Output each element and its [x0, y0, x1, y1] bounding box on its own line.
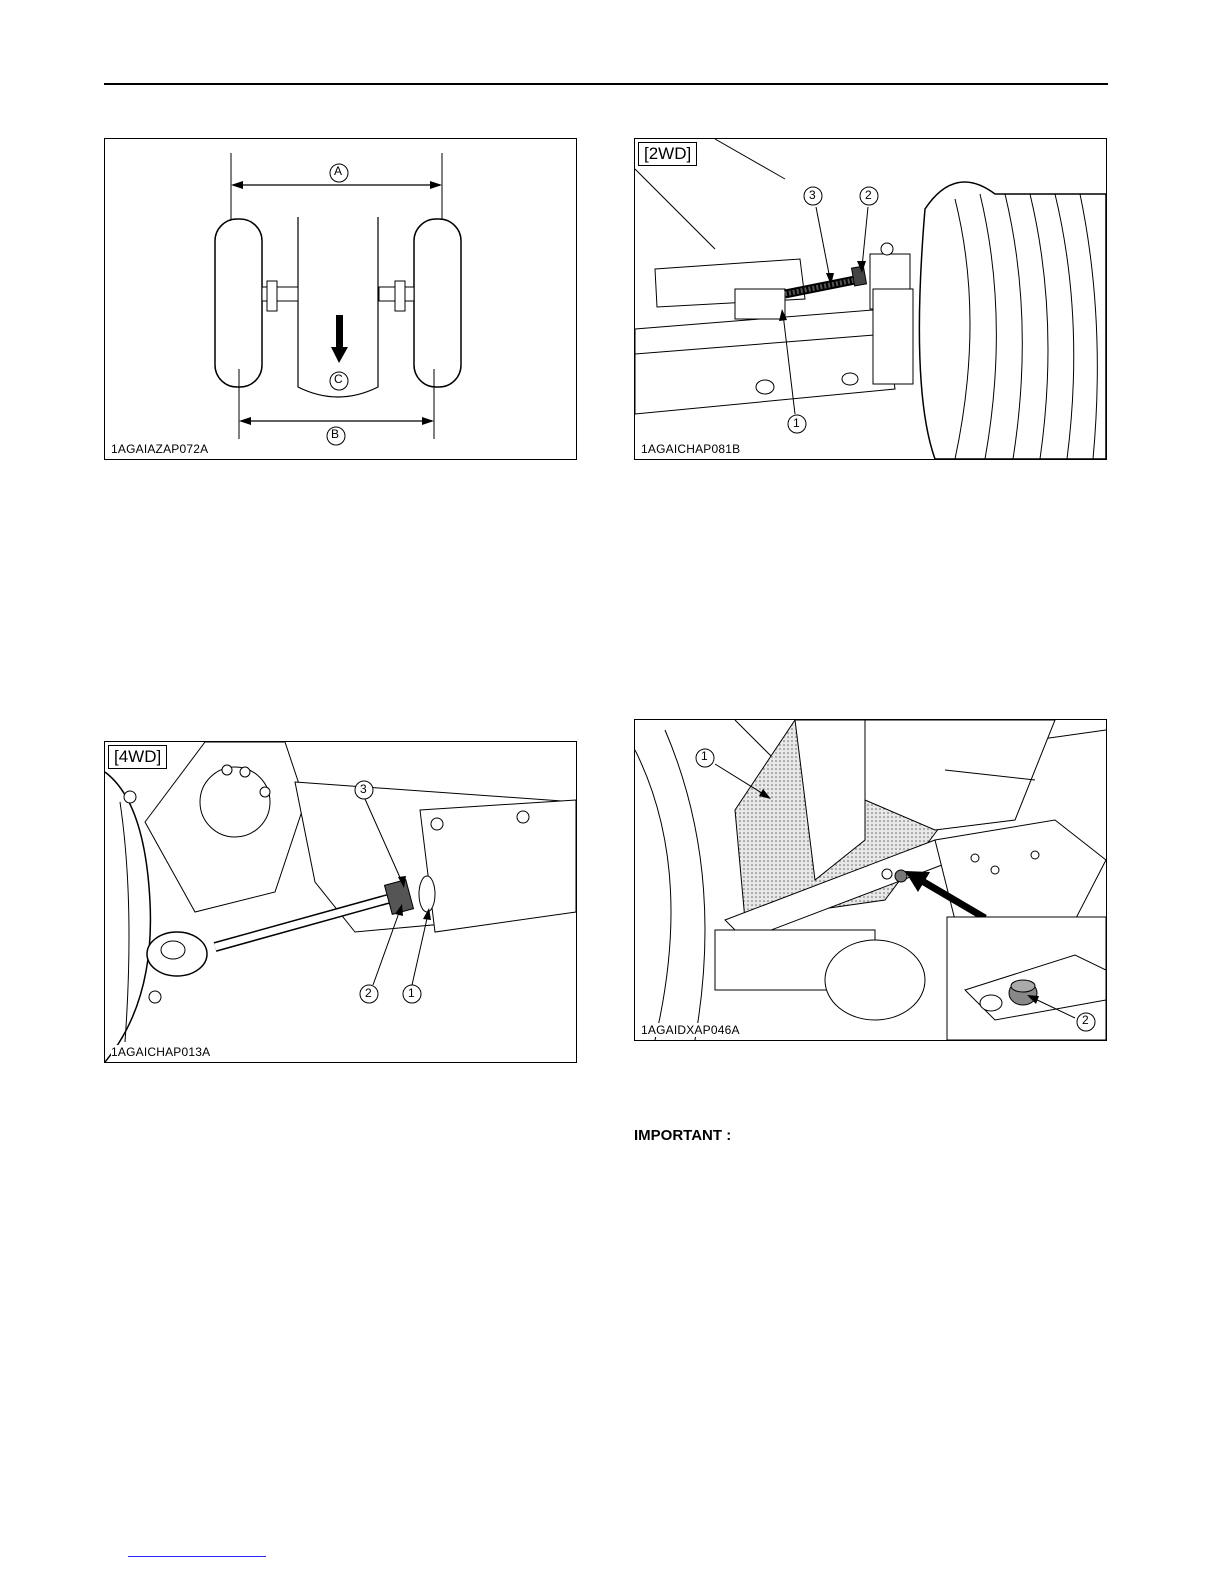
figure-2wd-tie-rod — [634, 138, 1107, 460]
figure-toe-in — [104, 138, 577, 460]
toe-in-drawing — [105, 139, 576, 459]
label-3: 3 — [809, 188, 816, 202]
label-2: 2 — [1082, 1013, 1089, 1027]
2wd-tie-rod-drawing — [635, 139, 1106, 459]
label-b: B — [331, 427, 340, 441]
figure-tag: [2WD] — [638, 142, 697, 166]
figure-drain-plug — [634, 719, 1107, 1041]
drain-plug-drawing — [635, 720, 1106, 1040]
label-2: 2 — [365, 986, 372, 1000]
label-2: 2 — [865, 188, 872, 202]
important-heading: IMPORTANT : — [634, 1127, 732, 1144]
figure-tag: [4WD] — [108, 745, 167, 769]
label-1: 1 — [701, 749, 708, 763]
label-3: 3 — [360, 782, 367, 796]
figure-id: 1AGAICHAP081B — [641, 442, 743, 456]
figure-4wd-tie-rod — [104, 741, 577, 1063]
label-a: A — [334, 164, 343, 178]
top-rule — [104, 83, 1108, 85]
bottom-rule — [128, 1556, 266, 1557]
4wd-tie-rod-drawing — [105, 742, 576, 1062]
figure-id: 1AGAIAZAP072A — [111, 442, 211, 456]
figure-id: 1AGAIDXAP046A — [641, 1023, 743, 1037]
label-1: 1 — [408, 986, 415, 1000]
label-c: C — [334, 372, 343, 386]
label-1: 1 — [793, 416, 800, 430]
figure-id: 1AGAICHAP013A — [111, 1045, 213, 1059]
